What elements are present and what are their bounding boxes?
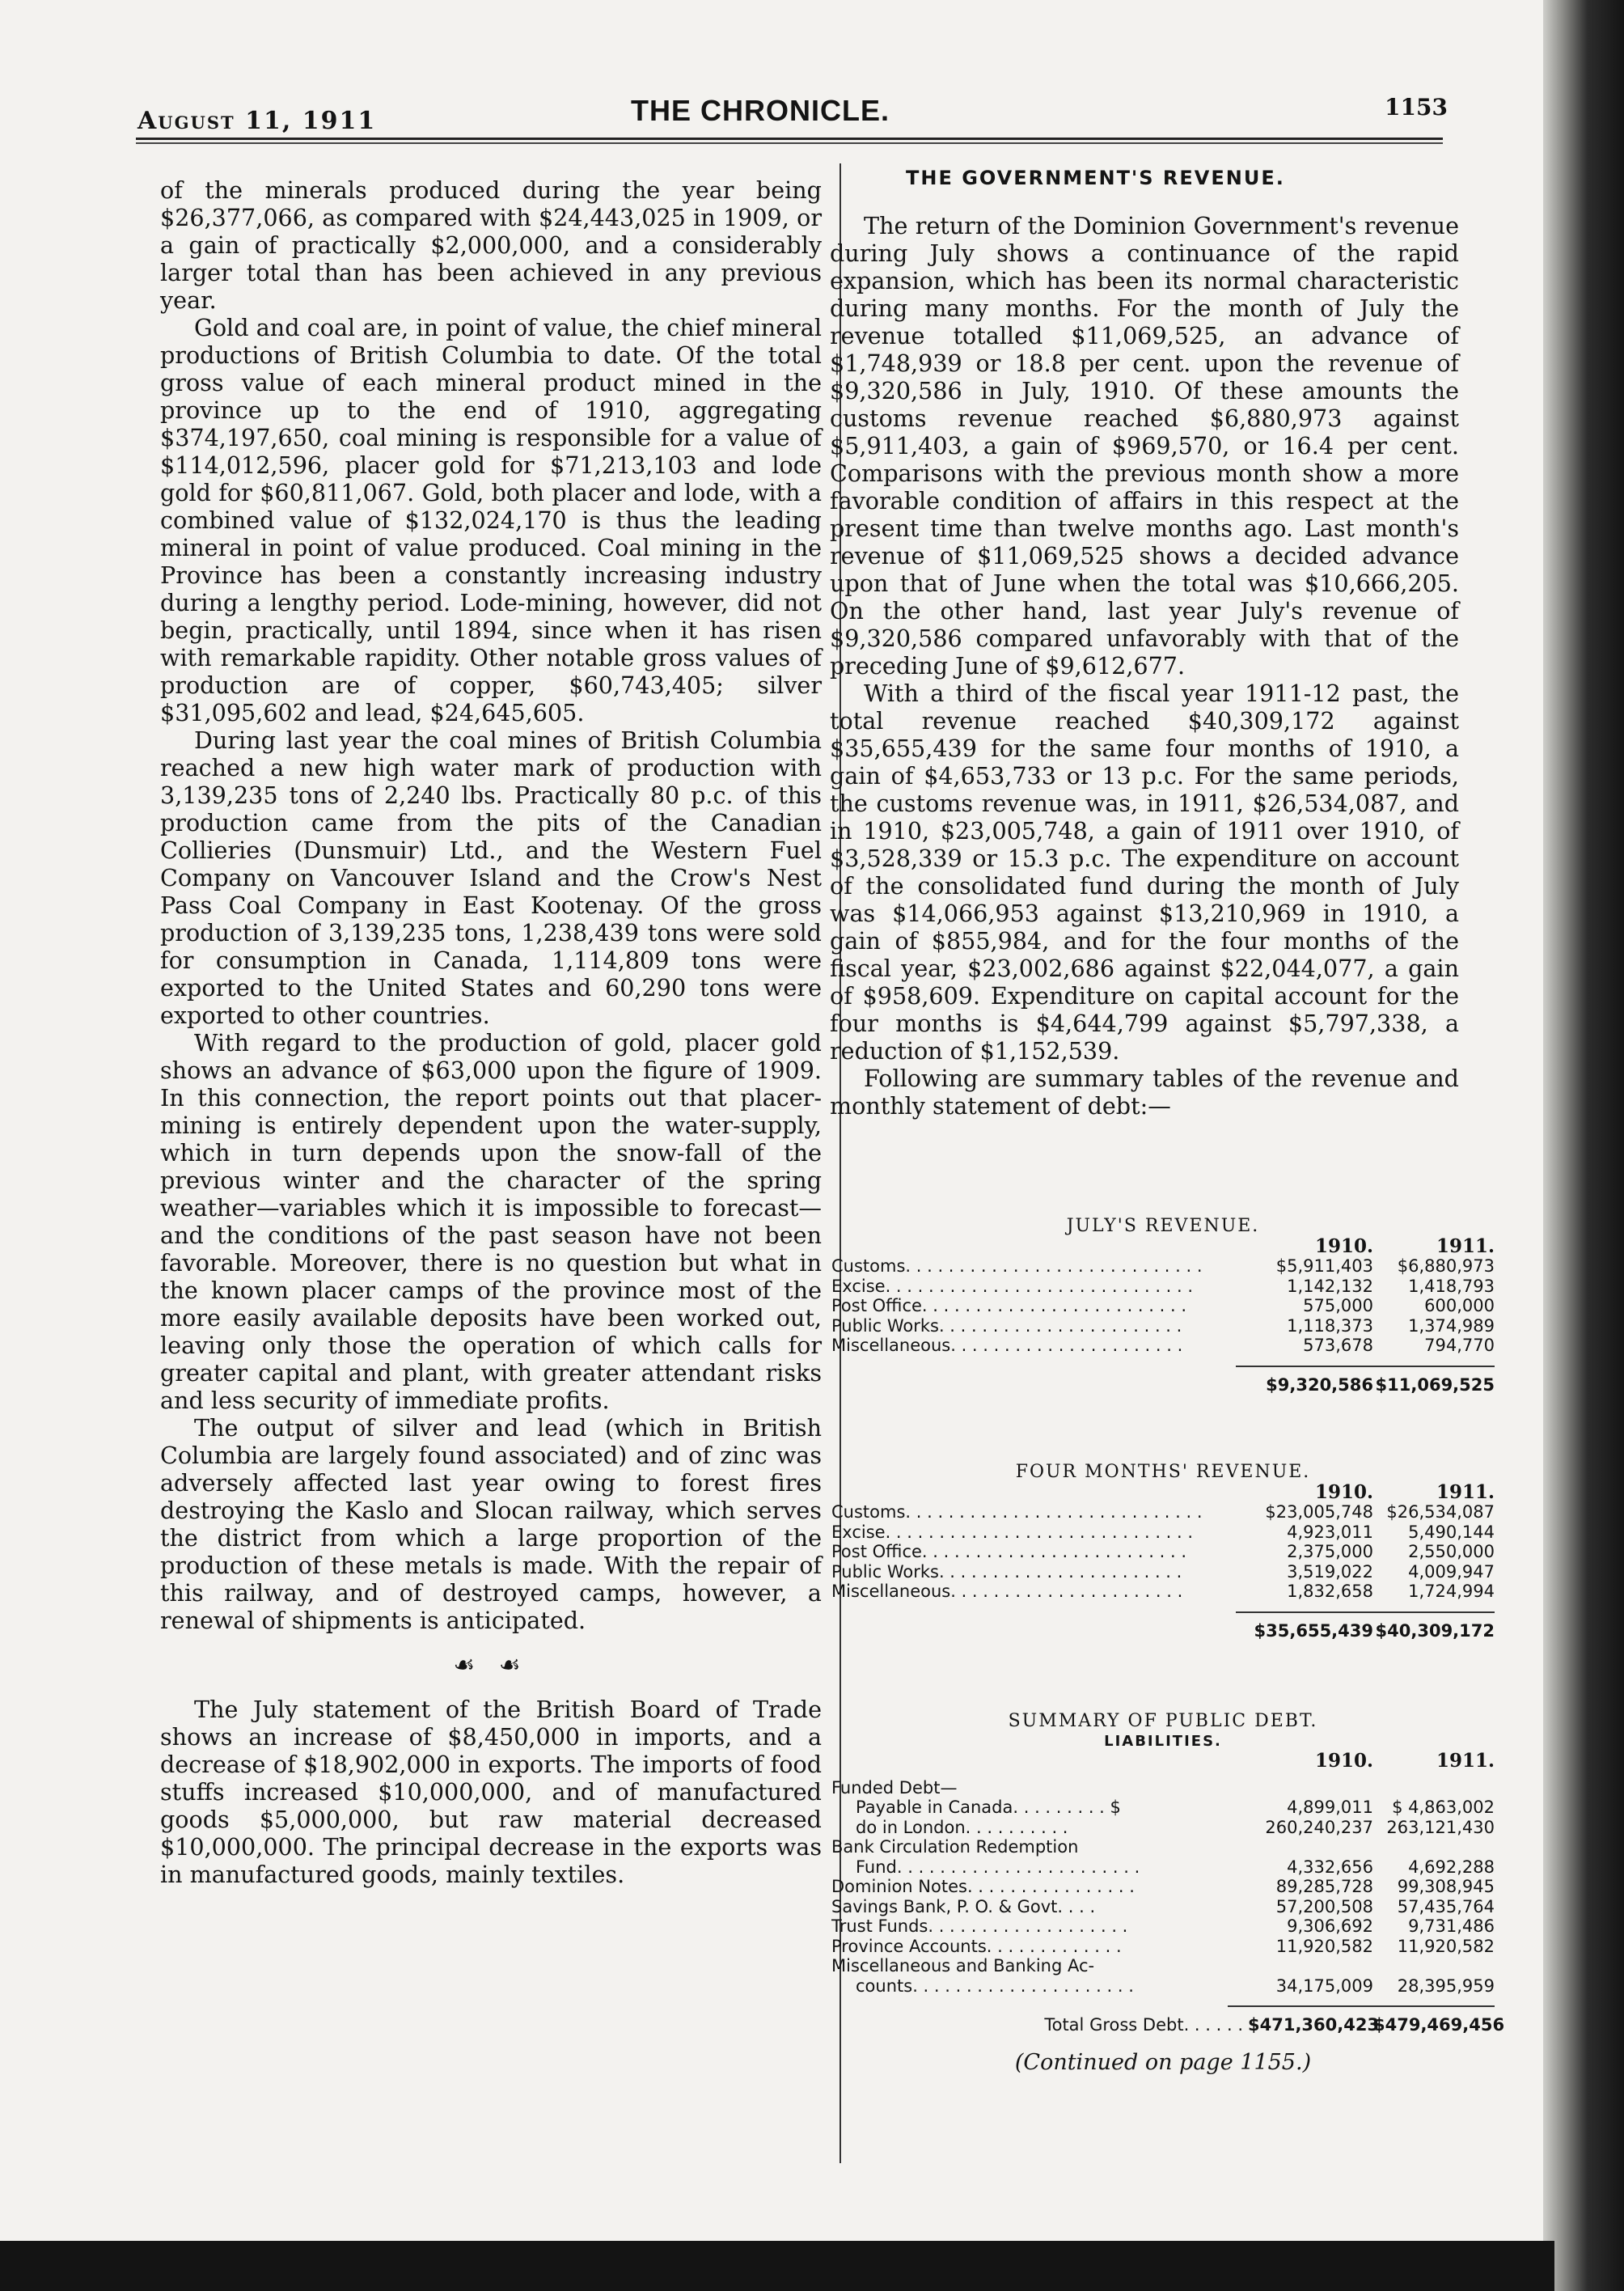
row-label: Customs. . . . . . . . . . . . . . . . . . . . . . . . . . . . [831, 1502, 1203, 1522]
row-label: Public Works. . . . . . . . . . . . . . . . . . . . . . . [831, 1315, 1182, 1336]
value-1911: $ 4,863,002 [1392, 1798, 1495, 1817]
table-title: FOUR MONTHS' REVENUE. [1015, 1462, 1311, 1482]
row-label: Excise. . . . . . . . . . . . . . . . . . . . . . . . . . . . . [831, 1522, 1194, 1542]
header-rule [136, 138, 1443, 140]
table-row [831, 1798, 1495, 1818]
total-1910: $35,655,439 [1254, 1620, 1373, 1641]
table-header-row [831, 1480, 1495, 1503]
row-label: Post Office. . . . . . . . . . . . . . . . . . . . . . . . . [831, 1542, 1187, 1561]
row-label: Customs. . . . . . . . . . . . . . . . . . . . . . . . . . . . [831, 1256, 1203, 1276]
table-row [831, 1976, 1495, 1997]
table-row [831, 1336, 1495, 1356]
table-header-row [831, 1751, 1495, 1772]
table-subtitle: LIABILITIES. [1104, 1732, 1222, 1750]
value-1910: 89,285,728 [1275, 1877, 1373, 1896]
row-label: Province Accounts. . . . . . . . . . . . . [831, 1936, 1122, 1956]
value-1910: 11,920,582 [1275, 1936, 1373, 1956]
value-1910: 2,375,000 [1287, 1542, 1373, 1561]
table-total-row [831, 1375, 1495, 1395]
value-1911: $6,880,973 [1397, 1256, 1495, 1276]
table-title: SUMMARY OF PUBLIC DEBT. [1008, 1711, 1318, 1731]
value-1911: 1,724,994 [1408, 1582, 1495, 1601]
value-1910: 573,678 [1303, 1336, 1373, 1355]
value-1911: 5,490,144 [1408, 1522, 1495, 1542]
article-paragraph: With a third of the fiscal year 1911-12 past, the total revenue reached $40,309,172 against $35,655,439 for the same four months of 1910, a gain of $4,653,733 or 13 p.c. For the same periods, the customs revenue was, in 1911, $26,534,087, and in 1910, $23,005,748, a gain of 1911 over 1910, of $3,528,339 or 15.3 p.c. The expenditure on account of the consolidated fund during the month of July was $14,066,953 against $13,210,969 in 1910, a gain of $855,984, and for the four months of the fiscal year, $23,002,686 against $22,044,077, a gain of $958,609. Expenditure on capital account for the four months is $4,644,799 against $5,797,338, a reduction of $1,152,539. [830, 680, 1459, 1065]
page-number: 1153 [1385, 94, 1448, 121]
row-label: Dominion Notes. . . . . . . . . . . . . . . . [831, 1877, 1135, 1896]
section-ornament: ☙ ☙ [453, 1651, 529, 1679]
row-label: Miscellaneous and Banking Ac- [831, 1956, 1095, 1976]
table-row [831, 1916, 1495, 1937]
value-1911: 4,009,947 [1408, 1561, 1495, 1582]
table-row [831, 1818, 1495, 1838]
row-label: Public Works. . . . . . . . . . . . . . . . . . . . . . . [831, 1561, 1182, 1582]
table-title: JULY'S REVENUE. [1066, 1216, 1260, 1236]
table-header-row [831, 1234, 1495, 1257]
table-row [831, 1316, 1495, 1336]
row-label: Miscellaneous. . . . . . . . . . . . . . . . . . . . . . [831, 1582, 1183, 1601]
value-1910: 9,306,692 [1287, 1916, 1373, 1936]
table-row [831, 1937, 1495, 1957]
table-total-row [831, 2015, 1505, 2035]
value-1910: 1,832,658 [1287, 1582, 1373, 1601]
total-rule [1236, 1611, 1495, 1613]
row-label: Bank Circulation Redemption [831, 1837, 1079, 1857]
table-row [831, 1778, 1495, 1798]
table-row [831, 1542, 1495, 1562]
total-1911: $479,469,456 [1373, 2015, 1505, 2035]
table-row [831, 1562, 1495, 1582]
total-1911: $40,309,172 [1375, 1620, 1495, 1641]
table-total-row [831, 1621, 1495, 1641]
table-row [831, 1857, 1495, 1878]
article-paragraph: of the minerals produced during the year being $26,377,066, as compared with $24,443,025 in 1909, or a gain of practically $2,000,000, and a considerably larger total than has been achieved in any previous year. [160, 176, 822, 314]
row-label: Total Gross Debt. . . . . . [1044, 2015, 1243, 2035]
value-1911: 1,418,793 [1408, 1276, 1495, 1296]
value-1911: 263,121,430 [1386, 1817, 1495, 1837]
value-1911: 600,000 [1424, 1296, 1495, 1315]
row-label: Trust Funds. . . . . . . . . . . . . . . . . . . [831, 1916, 1128, 1936]
total-rule [1236, 1366, 1495, 1367]
value-1911: 2,550,000 [1408, 1542, 1495, 1561]
value-1910: 34,175,009 [1275, 1976, 1373, 1996]
table-row [831, 1897, 1495, 1917]
year-header: 1910. [1314, 1234, 1373, 1257]
publication-title: THE CHRONICLE. [631, 94, 890, 127]
value-1911: 28,395,959 [1397, 1976, 1495, 1996]
article-paragraph: The return of the Dominion Government's revenue during July shows a continuance of the rapid expansion, which has been its normal characteristic during many months. For the month of July the revenue totalled $11,069,525, an advance of $1,748,939 or 18.8 per cent. upon the revenue of $9,320,586 in July, 1910. Of these amounts the customs revenue reached $6,880,973 against $5,911,403, a gain of $969,570, or 16.4 per cent. Comparisons with the previous month show a more favorable condition of affairs in this respect at the present time than twelve months ago. Last month's revenue of $11,069,525 shows a decided advance upon that of June when the total was $10,666,205. On the other hand, last year July's revenue of $9,320,586 compared unfavorably with that of the preceding June of $9,612,677. [830, 212, 1459, 680]
value-1910: 260,240,237 [1265, 1817, 1373, 1837]
total-rule [1228, 2005, 1495, 2007]
table-row [831, 1522, 1495, 1543]
value-1911: 99,308,945 [1397, 1877, 1495, 1896]
year-header: 1910. [1314, 1750, 1373, 1772]
header-rule-thin [136, 142, 1443, 144]
row-label: counts. . . . . . . . . . . . . . . . . . . . . [856, 1976, 1134, 1996]
value-1911: 11,920,582 [1397, 1936, 1495, 1956]
table-row [831, 1837, 1495, 1857]
value-1911: 1,374,989 [1408, 1315, 1495, 1336]
article-paragraph: With regard to the production of gold, placer gold shows an advance of $63,000 upon the figure of 1909. In this connection, the report points out that placer-mining is entirely dependent upon the water-supply, which in turn depends upon the snow-fall of the previous winter and the character of the spring weather—variables which it is impossible to forecast—and the conditions of the past season have not been favorable. Moreover, there is no question but what in the known placer camps of the province most of the more easily available deposits have been worked out, leaving only those the operation of which calls for greater capital and plant, with greater attendant risks and less security of immediate profits. [160, 1029, 822, 1414]
article-paragraph: During last year the coal mines of British Columbia reached a new high water mark of production with 3,139,235 tons of 2,240 lbs. Practically 80 p.c. of this production came from the pits of the Canadian Collieries (Dunsmuir) Ltd., and the Western Fuel Company on Vancouver Island and the Crow's Nest Pass Coal Company in East Kootenay. Of the gross production of 3,139,235 tons, 1,238,439 tons were sold for consumption in Canada, 1,114,809 tons were exported to the United States and 60,290 tons were exported to other countries. [160, 726, 822, 1029]
value-1910: 1,118,373 [1287, 1315, 1373, 1336]
left-column [160, 176, 822, 1888]
table-row [831, 1956, 1495, 1976]
issue-date: August 11, 1911 [137, 107, 377, 135]
four-months-revenue-table [831, 1463, 1495, 1641]
article-paragraph: The output of silver and lead (which in British Columbia are largely found associated) and of zinc was adversely affected last year owing to forest fires destroying the Kaslo and Slocan railway, which serves the district from which a large proportion of the production of these metals is made. With the repair of this railway, and of destroyed camps, however, a renewal of shipments is anticipated. [160, 1414, 822, 1634]
value-1910: 4,923,011 [1287, 1522, 1373, 1542]
value-1911: 9,731,486 [1408, 1916, 1495, 1936]
public-debt-table [831, 1711, 1505, 2075]
value-1911: 57,435,764 [1397, 1896, 1495, 1916]
article-paragraph: The July statement of the British Board of Trade shows an increase of $8,450,000 in imports, and a decrease of $18,902,000 in exports. The imports of food stuffs increased $10,000,000, and of manufactured goods $5,000,000, but raw material decreased $10,000,000. The principal decrease in the exports was in manufactured goods, mainly textiles. [160, 1696, 822, 1888]
value-1910: 4,332,656 [1287, 1857, 1373, 1877]
row-label: Excise. . . . . . . . . . . . . . . . . . . . . . . . . . . . . [831, 1276, 1194, 1296]
year-header: 1911. [1436, 1750, 1495, 1772]
value-1910: $23,005,748 [1265, 1502, 1373, 1522]
year-header: 1910. [1314, 1480, 1373, 1503]
row-label: Fund. . . . . . . . . . . . . . . . . . . . . . . [856, 1857, 1140, 1877]
table-row [831, 1877, 1495, 1897]
row-label: Savings Bank, P. O. & Govt. . . . [831, 1896, 1096, 1916]
article-paragraph: Following are summary tables of the revenue and monthly statement of debt:— [830, 1065, 1459, 1120]
value-1911: 794,770 [1424, 1336, 1495, 1355]
value-1910: 3,519,022 [1287, 1561, 1373, 1582]
article-title: THE GOVERNMENT'S REVENUE. [906, 167, 1285, 189]
row-label: Funded Debt— [831, 1777, 958, 1798]
july-revenue-table [831, 1217, 1495, 1395]
row-label: Miscellaneous. . . . . . . . . . . . . . . . . . . . . . [831, 1336, 1183, 1355]
row-label: Payable in Canada. . . . . . . . . $ [856, 1798, 1121, 1817]
value-1910: 4,899,011 [1287, 1798, 1373, 1817]
article-paragraph: Gold and coal are, in point of value, the chief mineral productions of British Columbia to date. Of the total gross value of each mineral product mined in the province up to the end of 1910, aggregating $374,197,650, coal mining is responsible for a value of $114,012,596, placer gold for $71,213,103 and lode gold for $60,811,067. Gold, both placer and lode, with a combined value of $132,024,170 is thus the leading mineral in point of value produced. Coal mining in the Province has been a constantly increasing industry during a lengthy period. Lode-mining, however, did not begin, practically, until 1894, since when it has risen with remarkable rapidity. Other notable gross values of production are of copper, $60,743,405; silver $31,095,602 and lead, $24,645,605. [160, 314, 822, 726]
year-header: 1911. [1436, 1234, 1495, 1257]
value-1910: $5,911,403 [1275, 1256, 1373, 1276]
year-header: 1911. [1436, 1480, 1495, 1503]
table-row [831, 1296, 1495, 1316]
page-bottom-edge [0, 2241, 1554, 2291]
value-1910: 575,000 [1303, 1296, 1373, 1315]
binding-spine [1543, 0, 1624, 2291]
total-1910: $471,360,423 [1248, 2015, 1380, 2035]
row-label: Post Office. . . . . . . . . . . . . . . . . . . . . . . . . [831, 1296, 1187, 1315]
value-1910: 57,200,508 [1275, 1896, 1373, 1916]
value-1911: 4,692,288 [1408, 1857, 1495, 1877]
row-label: do in London. . . . . . . . . . [856, 1817, 1068, 1837]
total-1911: $11,069,525 [1375, 1374, 1495, 1395]
table-row [831, 1256, 1495, 1277]
value-1911: $26,534,087 [1386, 1502, 1495, 1522]
table-row [831, 1582, 1495, 1602]
continued-note: (Continued on page 1155.) [1014, 2049, 1312, 2075]
table-row [831, 1277, 1495, 1297]
right-column [830, 212, 1459, 1120]
value-1910: 1,142,132 [1287, 1276, 1373, 1296]
total-1910: $9,320,586 [1266, 1374, 1373, 1395]
table-row [831, 1502, 1495, 1522]
